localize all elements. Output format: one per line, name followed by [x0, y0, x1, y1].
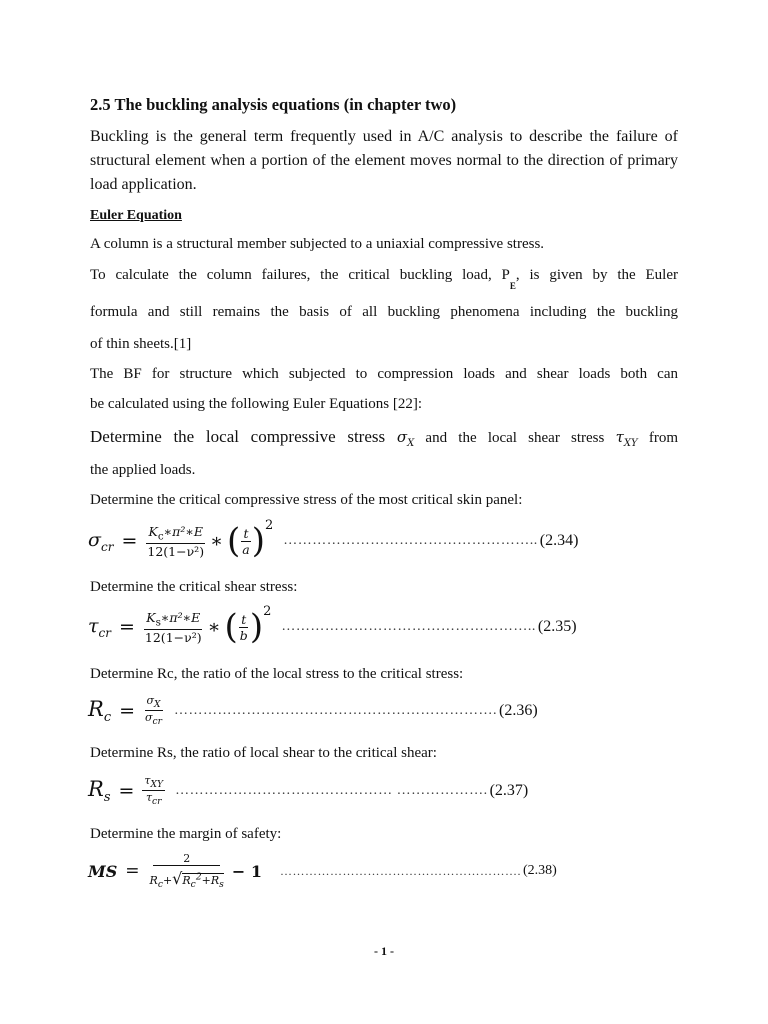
- equation-2-37: $R_s$ = $\frac{\tau_{XY}}{\tau_{cr}}$ ……………………………………… ………………. (2.37): [88, 774, 529, 808]
- equation-2-36: $R_c$ = $\frac{\sigma_X}{\sigma_{cr}}$ …………………………………………………………. (2.36): [88, 694, 538, 728]
- para3-line2: be calculated using the following Euler Equations [22]:: [90, 396, 422, 412]
- eq-number-2-37: (2.37): [489, 781, 529, 799]
- eq-number-2-38: (2.38): [522, 863, 557, 879]
- equation-2-38: MS = $\frac{2}{R_c+√R_c^2+R_s}$ − 1 …………………………………………………. (2.38): [88, 852, 557, 891]
- para2-line1: To calculate the column failures, the critical buckling load, $P_E$, is given by the Euler: [90, 267, 678, 291]
- step6-text: Determine the margin of safety:: [90, 826, 282, 842]
- equation-2-34: $\sigma_{cr}$ = $\frac{K_c∗\pi^2∗E}{\text{12(1−ν²)}}$ ∗ ( $\frac{t}{a}$ ) 2 …………………………………………….. (2.34): [88, 517, 579, 562]
- step5-text: Determine Rs, the ratio of local shear to the critical shear:: [90, 745, 437, 761]
- page-number: - 1 -: [374, 944, 394, 958]
- para2-line2: formula and still remains the basis of all buckling phenomena including the buckling: [90, 304, 678, 320]
- step1-line1: Determine the local compressive stress $\sigma_X$ and the local shear stress $\tau_{XY}$ from: [90, 427, 678, 449]
- intro-paragraph: Buckling is the general term frequently used in A/C analysis to describe the failure of structural element when a portion of the element moves normal to the direction of primary load application.: [90, 128, 678, 193]
- para3-line1: The BF for structure which subjected to compression loads and shear loads both can: [90, 366, 678, 382]
- step4-text: Determine Rc, the ratio of the local stress to the critical stress:: [90, 666, 464, 682]
- euler-subheading: Euler Equation: [90, 208, 182, 223]
- column-definition: A column is a structural member subjected to a uniaxial compressive stress.: [90, 236, 545, 252]
- step3-text: Determine the critical shear stress:: [90, 579, 298, 595]
- eq-number-2-34: (2.34): [539, 532, 579, 550]
- para2-line3: of thin sheets.[1]: [90, 336, 192, 352]
- step2-text: Determine the critical compressive stress of the most critical skin panel:: [90, 492, 523, 508]
- eq-number-2-36: (2.36): [499, 701, 538, 719]
- equation-2-35: $\tau_{cr}$ = $\frac{K_s∗\pi^2∗E}{\text{12(1−ν²)}}$ ∗ ( $\frac{t}{b}$ ) 2 …………………………………………….. (2.35): [88, 603, 577, 648]
- section-heading: 2.5 The buckling analysis equations (in chapter two): [90, 95, 457, 114]
- eq-number-2-35: (2.35): [537, 618, 577, 636]
- step1-line2: the applied loads.: [90, 462, 196, 478]
